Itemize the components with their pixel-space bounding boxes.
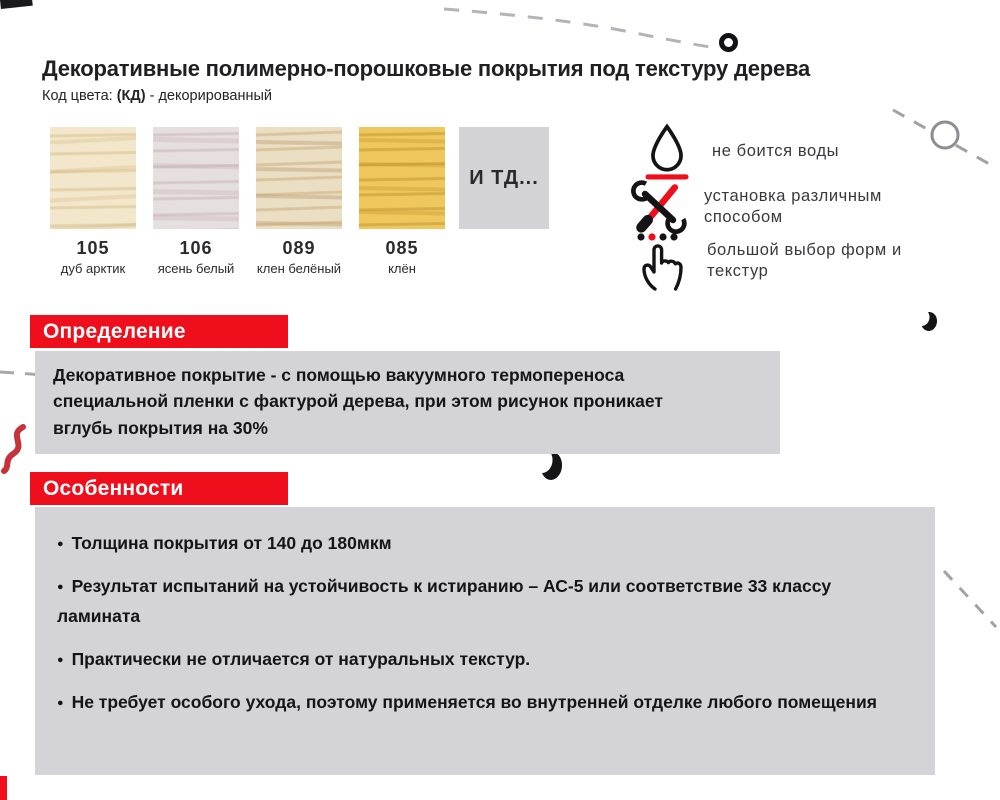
hand-point-icon: [633, 232, 691, 290]
dashed-curve-top: [430, 0, 730, 60]
definition-heading: Определение: [30, 315, 288, 348]
corner-mark-bottom-left: [0, 776, 7, 800]
feature-item: ● Результат испытаний на устойчивость к истиранию – АС-5 или соответствие 33 классу ламината: [57, 571, 909, 632]
benefit-label: установка различным способом: [704, 187, 882, 226]
benefit-choice: [633, 232, 953, 290]
subtitle-code: (КД): [116, 88, 146, 104]
features-list: [57, 528, 909, 717]
donut-dot: [719, 33, 738, 52]
tools-icon: [630, 178, 688, 236]
wood-swatch-105: [50, 127, 136, 229]
subtitle-prefix: Код цвета:: [42, 88, 117, 104]
wood-swatch-085: [359, 127, 445, 229]
swatch-cell: [359, 127, 445, 276]
page-title: Декоративные полимерно-порошковые покрытия под текстуру дерева: [42, 56, 811, 81]
feature-item: ● Толщина покрытия от 140 до 180мкм: [57, 528, 909, 559]
wood-swatch-106: [153, 127, 239, 229]
comma-shape-large: [540, 451, 564, 481]
red-squiggle: [0, 423, 32, 475]
swatch-name: клен белёный: [256, 261, 342, 276]
swatch-code: 105: [76, 238, 110, 258]
swatch-code: 085: [385, 238, 419, 258]
corner-mark-top-left: [0, 0, 33, 9]
benefit-label: не боится воды: [712, 141, 840, 160]
swatch-name: ясень белый: [157, 261, 235, 276]
swatch-cell: [50, 127, 136, 276]
definition-panel: Декоративное покрытие - с помощью вакуумного термопереноса специальной пленки с фактурой дерева, при этом рисунок проникает вглубь покрытия на 30%: [35, 351, 780, 454]
dashed-line-bottom-right: [938, 565, 1000, 635]
benefit-install: [630, 178, 950, 236]
comma-shape-small: [920, 311, 938, 332]
swatch-code: 106: [179, 238, 213, 258]
feature-item: ● Не требует особого ухода, поэтому применяется во внутренней отделке любого помещения: [57, 687, 909, 718]
swatch-name: дуб арктик: [60, 261, 126, 276]
wood-swatch-089: [256, 127, 342, 229]
features-heading: Особенности: [30, 472, 288, 505]
swatch-row: [50, 127, 549, 276]
water-drop-icon: [638, 122, 696, 180]
benefit-label: большой выбор форм и текстур: [707, 241, 902, 280]
swatch-cell: [256, 127, 342, 276]
benefit-water: [638, 122, 958, 180]
subtitle-suffix: - декорированный: [145, 88, 272, 104]
etc-box: И ТД...: [459, 127, 549, 229]
swatch-name: клён: [388, 261, 416, 276]
swatch-cell: [153, 127, 239, 276]
features-panel: [35, 507, 935, 775]
color-code-subtitle: [42, 88, 272, 104]
swatch-code: 089: [282, 238, 316, 258]
feature-item: ● Практически не отличается от натуральных текстур.: [57, 644, 909, 675]
